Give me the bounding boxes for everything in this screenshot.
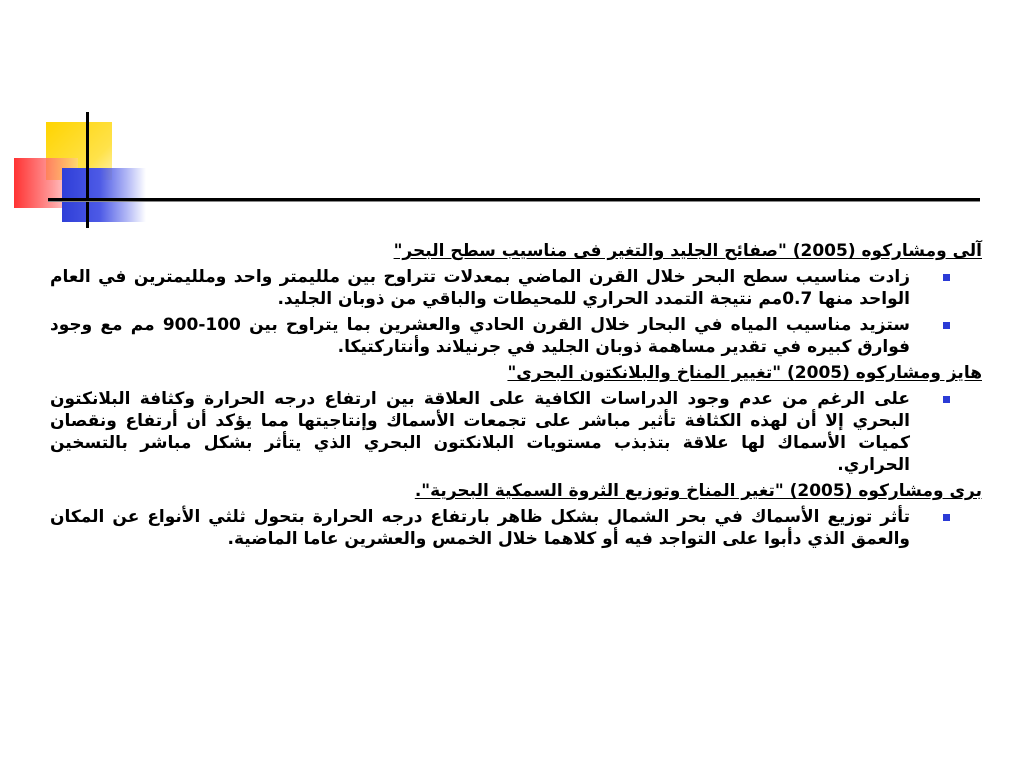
bullet-item xyxy=(50,506,982,550)
section-heading: برى ومشاركوه (2005) "تغير المناخ وتوزيع الثروة السمكية البحرية". xyxy=(414,481,982,501)
bullet-item xyxy=(50,266,982,310)
bullet-text: ستزيد مناسيب المياه في البحار خلال القرن الحادي والعشرين بما يتراوح بين 100-900 مم مع وجود فوارق كبيره في تقدير مساهمة ذوبان الجليد في جرنيلاند وأنتاركتيكا. xyxy=(50,315,910,357)
decorative-blue-square xyxy=(62,168,146,222)
square-bullet-icon xyxy=(943,274,950,281)
bullet-text: زادت مناسيب سطح البحر خلال القرن الماضي بمعدلات تتراوح بين ملليمتر واحد وملليمترين في العام الواحد منها 0.7مم نتيجة التمدد الحراري للمحيطات والباقي من ذوبان الجليد. xyxy=(50,267,910,309)
slide-body xyxy=(50,240,982,554)
bullet-item xyxy=(50,314,982,358)
bullet-item xyxy=(50,388,982,476)
bullet-text: تأثر توزيع الأسماك في بحر الشمال بشكل ظاهر بارتفاع درجه الحرارة بتحول ثلثي الأنواع عن المكان والعمق الذي دأبوا على التواجد فيه أو كلاهما خلال الخمس والعشرين عاما الماضية. xyxy=(50,507,910,549)
section-heading: آلى ومشاركوه (2005) "صفائح الجليد والتغير فى مناسيب سطح البحر" xyxy=(393,241,982,261)
square-bullet-icon xyxy=(943,396,950,403)
bullet-text: على الرغم من عدم وجود الدراسات الكافية على العلاقة بين ارتفاع درجه الحرارة وكثافة البلانكتون البحري إلا أن لهذه الكثافة تأثير مباشر على تجمعات الأسماك وإنتاجيتها مما يؤكد أن أرتفاع ونقصان كميات الأسماك لها علاقة بتذبذب مستويات البلانكتون البحري الذي يتأثر بشكل مباشر بالتسخين الحراري. xyxy=(50,389,910,475)
section-heading: هايز ومشاركوه (2005) "تغيير المناخ والبلانكتون البحرى" xyxy=(507,363,982,383)
decorative-vertical-line xyxy=(86,112,89,228)
square-bullet-icon xyxy=(943,322,950,329)
title-divider-shadow xyxy=(48,201,980,202)
title-decoration xyxy=(0,0,1024,240)
square-bullet-icon xyxy=(943,514,950,521)
